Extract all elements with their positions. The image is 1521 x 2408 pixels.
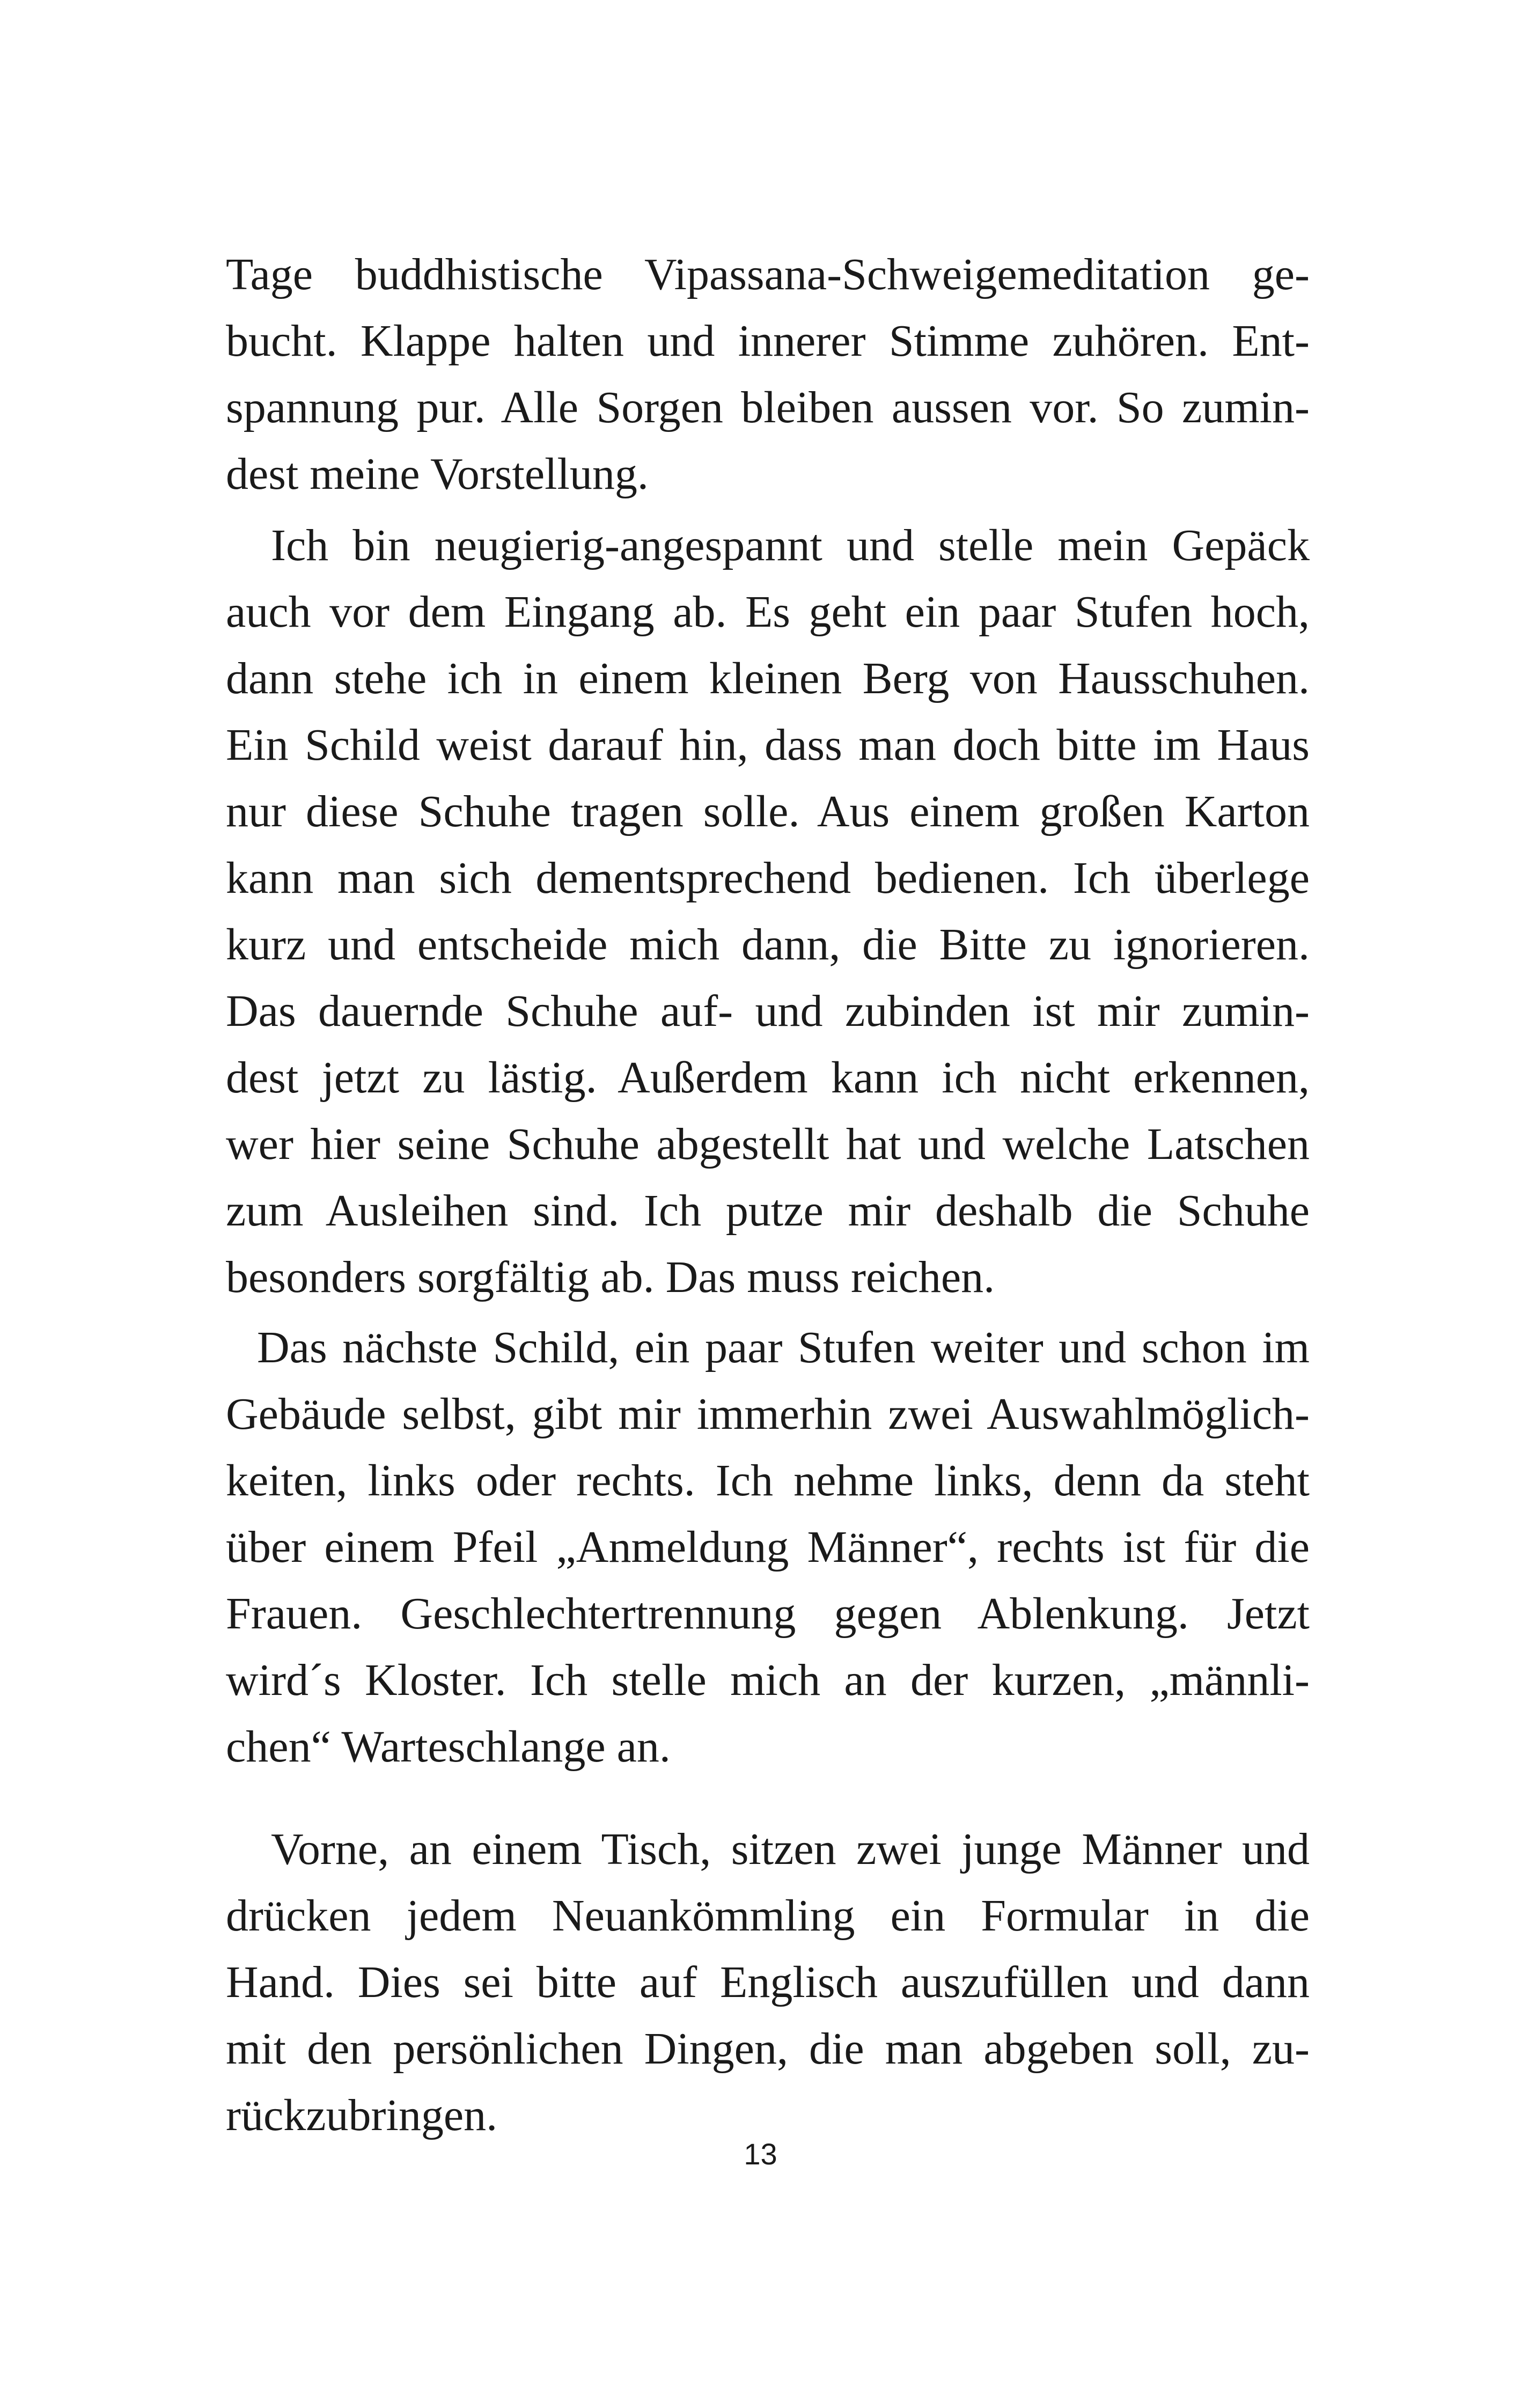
paragraph-4	[226, 1816, 1310, 2149]
text-line: Ich bin neugierig-angespannt und stelle mein Gepäck	[271, 520, 1310, 570]
text-line: Das dauernde Schuhe auf- und zubinden ist mir zumin-	[226, 986, 1310, 1036]
text-line: dann stehe ich in einem kleinen Berg von Hausschuhen.	[226, 654, 1310, 703]
text-line: rückzubringen.	[226, 2090, 498, 2140]
text-line: Ein Schild weist darauf hin, dass man doch bitte im Haus	[226, 720, 1310, 770]
text-line: Hand. Dies sei bitte auf Englisch auszufüllen und dann	[226, 1957, 1310, 2007]
text-line: Gebäude selbst, gibt mir immerhin zwei Auswahlmöglich-	[226, 1389, 1310, 1439]
text-line: kann man sich dementsprechend bedienen. Ich überlege	[226, 853, 1310, 903]
text-line: wird´s Kloster. Ich stelle mich an der kurzen, „männli-	[226, 1655, 1310, 1705]
text-line: Das nächste Schild, ein paar Stufen weiter und schon im	[257, 1323, 1310, 1372]
text-line: besonders sorgfältig ab. Das muss reichen.	[226, 1252, 995, 1302]
text-line: Vorne, an einem Tisch, sitzen zwei junge Männer und	[271, 1824, 1310, 1874]
text-line: auch vor dem Eingang ab. Es geht ein paar Stufen hoch,	[226, 587, 1310, 637]
text-line: spannung pur. Alle Sorgen bleiben aussen vor. So zumin-	[226, 383, 1310, 432]
text-line: wer hier seine Schuhe abgestellt hat und welche Latschen	[226, 1119, 1310, 1169]
paragraph-3	[226, 1315, 1310, 1780]
text-line: dest meine Vorstellung.	[226, 449, 649, 499]
text-line: keiten, links oder rechts. Ich nehme links, denn da steht	[226, 1456, 1310, 1506]
text-line: zum Ausleihen sind. Ich putze mir deshalb die Schuhe	[226, 1186, 1310, 1236]
text-line: über einem Pfeil „Anmeldung Männer“, rechts ist für die	[226, 1522, 1310, 1572]
text-line: chen“ Warteschlange an.	[226, 1722, 671, 1772]
page-number: 13	[744, 2137, 777, 2171]
text-line: mit den persönlichen Dingen, die man abgeben soll, zu-	[226, 2024, 1310, 2074]
paragraph-1	[226, 241, 1310, 508]
text-line: bucht. Klappe halten und innerer Stimme zuhören. Ent-	[226, 316, 1310, 366]
text-line: Tage buddhistische Vipassana-Schweigemeditation ge-	[226, 249, 1310, 299]
paragraph-2	[226, 512, 1310, 1311]
text-line: nur diese Schuhe tragen solle. Aus einem großen Karton	[226, 787, 1310, 836]
text-line: dest jetzt zu lästig. Außerdem kann ich nicht erkennen,	[226, 1053, 1310, 1103]
text-line: kurz und entscheide mich dann, die Bitte zu ignorieren.	[226, 920, 1310, 970]
text-line: drücken jedem Neuankömmling ein Formular in die	[226, 1891, 1310, 1941]
text-line: Frauen. Geschlechtertrennung gegen Ablenkung. Jetzt	[226, 1589, 1310, 1639]
